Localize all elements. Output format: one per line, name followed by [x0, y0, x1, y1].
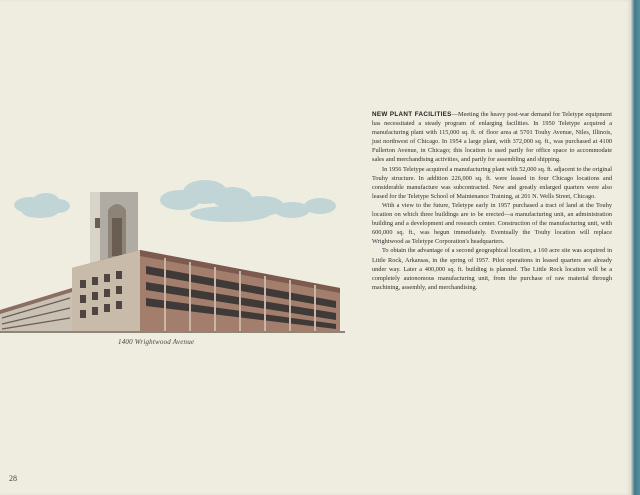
- article-paragraph-4: To obtain the advantage of a second geographical location, a 160 acre site was acquired in Little Rock, Arkansas, in the spring of 1957. Pilot operations in leased quarters are already under way. Later a 400,000 sq. ft. building is planned. The Little Rock location will be a completely autonomous manufacturing unit, from the purchase of raw material through machining, assembly, and merchandising.: [372, 247, 612, 291]
- next-page-edge: [631, 0, 640, 495]
- article-paragraph-3: With a view to the future, Teletype early in 1957 purchased a tract of land at the Touhy location on which three buildings are to be erected—a manufacturing unit, an administration building and a development and research center. Construction of the manufacturing unit, with 600,000 sq. ft., was begun immediately. Eventually the Touhy location will replace Wrightwood as Teletype Corporation's headquarters.: [372, 201, 612, 246]
- illustration-caption: 1400 Wrightwood Avenue: [118, 338, 195, 346]
- article-column: [372, 110, 612, 292]
- paragraph-1-text: —Meeting the heavy post-war demand for Teletype equipment has necessitated a steady program of enlarging facilities. In 1950 Teletype acquired a manufacturing plant with 115,000 sq. ft. of floor area at 5701 Touhy Avenue, Niles, Illinois, just northwest of Chicago. In 1954 a large plant, with 372,000 sq. ft., was purchased at 4100 Fullerton Avenue, in Chicago; this location is used partly for office space to accommodate sales and merchandising activities, and partly for assembling and shipping.: [372, 111, 612, 164]
- page-number: 28: [9, 474, 17, 483]
- low-wing: [0, 288, 72, 332]
- section-heading: NEW PLANT FACILITIES: [372, 111, 452, 118]
- cloud-left: [14, 193, 70, 218]
- building-illustration: [0, 170, 345, 340]
- article-paragraph-2: In 1956 Teletype acquired a manufacturing plant with 52,000 sq. ft. adjacent to the original Touhy structure. In addition 226,000 sq. ft. were leased in four Chicago locations and considerable manufacture was subcontracted. New and greatly enlarged quarters were also leased for the Teletype School of Maintenance Training, at 201 N. Wells Street, Chicago.: [372, 165, 612, 200]
- cloud-right: [160, 180, 336, 222]
- article-paragraph-1: [372, 110, 612, 165]
